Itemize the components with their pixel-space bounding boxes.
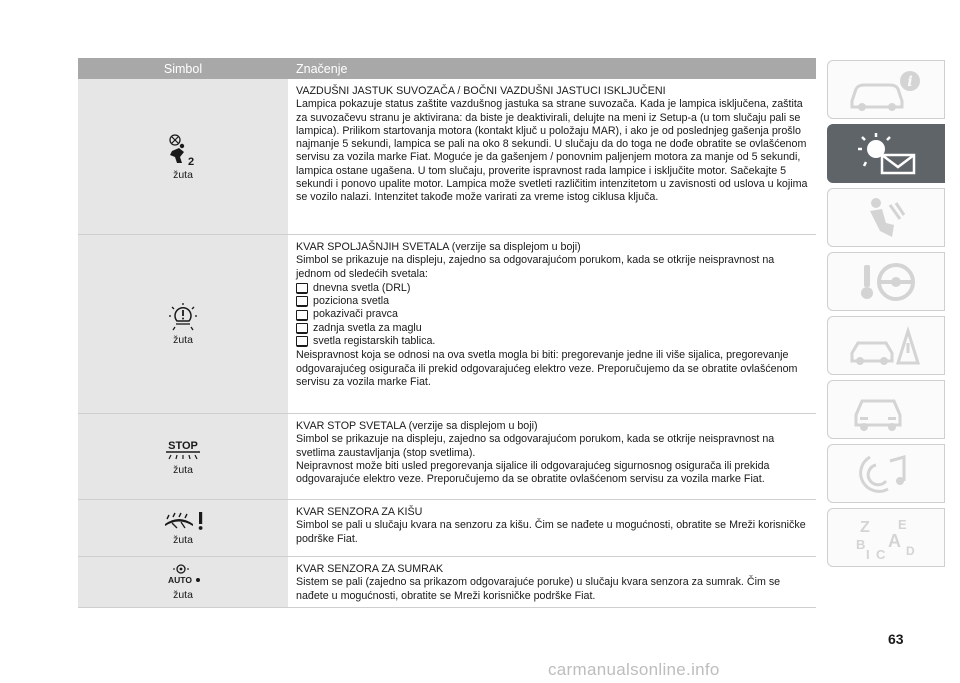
- index-letter: B: [856, 536, 866, 552]
- row-title: KVAR SENZORA ZA SUMRAK: [296, 563, 444, 575]
- symbol-cell: [78, 79, 288, 234]
- table-row: [78, 414, 816, 500]
- color-label: žuta: [173, 168, 193, 181]
- meaning-cell: [288, 79, 816, 234]
- car-info-icon: [846, 67, 926, 113]
- list-item: [296, 335, 812, 348]
- color-label: žuta: [173, 534, 193, 546]
- symbol-cell: [78, 414, 288, 499]
- tab-warning-lights[interactable]: [827, 124, 945, 183]
- seat-airbag-icon: [846, 195, 926, 241]
- index-letter: E: [898, 516, 907, 532]
- rain-sensor-failure-icon: [161, 510, 205, 532]
- color-label: žuta: [173, 334, 193, 346]
- tab-car-info[interactable]: [827, 60, 945, 119]
- stop-light-failure-icon: [163, 438, 203, 462]
- header-meaning: Značenje: [296, 61, 348, 76]
- warning-lights-messages-icon: [846, 131, 926, 177]
- page-number: 63: [888, 631, 904, 647]
- list-item: [296, 308, 812, 321]
- symbol-cell: [78, 500, 288, 556]
- bulb-icon: [296, 323, 308, 334]
- list-item: [296, 282, 812, 295]
- meaning-cell: [288, 414, 816, 499]
- tab-car-maintenance[interactable]: [827, 380, 945, 439]
- svg-text:i: i: [907, 73, 913, 90]
- watermark: carmanualsonline.info: [548, 660, 720, 679]
- row-title: KVAR SENZORA ZA KIŠU: [296, 506, 423, 518]
- car-maintenance-icon: [846, 387, 926, 433]
- list-item-label: pokazivači pravca: [313, 308, 398, 321]
- symbol-cell: [78, 557, 288, 607]
- chapter-tabs: [827, 60, 945, 572]
- bulb-icon: [296, 310, 308, 321]
- table-row: [78, 79, 816, 235]
- tab-alphabetical-index[interactable]: [827, 508, 945, 567]
- row-title: VAZDUŠNI JASTUK SUVOZAČA / BOČNI VAZDUŠNI JASTUCI ISKLJUČENI: [296, 85, 666, 97]
- roadside-emergency-icon: [846, 323, 926, 369]
- list-item-label: svetla registarskih tablica.: [313, 335, 436, 348]
- light-list: [296, 282, 812, 348]
- external-light-failure-icon: [168, 302, 198, 332]
- index-letter: A: [888, 530, 901, 551]
- row-title: KVAR STOP SVETALA (verzije sa displejom u boji): [296, 420, 538, 432]
- index-letter: I: [866, 546, 870, 561]
- meaning-cell: [288, 500, 816, 556]
- row-paragraph: Neipravnost može biti usled pregorevanja sijalice ili odgovarajućeg sigurnosnog osigurača ili prekida odgovarajuće elektro veze. Preporučujemo da se obratite ovlašćenom servisu za vozila marke Fiat.: [296, 459, 770, 486]
- table-row: [78, 557, 816, 608]
- tab-steering-key[interactable]: [827, 252, 945, 311]
- alphabetical-index-icon: [846, 515, 926, 561]
- index-letter: Z: [860, 518, 870, 536]
- bulb-icon: [296, 283, 308, 294]
- color-label: žuta: [173, 463, 193, 476]
- multimedia-icon: [846, 451, 926, 497]
- table-header: [78, 58, 816, 79]
- row-paragraph: Simbol se prikazuje na displeju, zajedno sa odgovarajućom porukom, kada se otkrije neispravnost na svetlima zaustavljanja (stop svetlima).: [296, 433, 775, 459]
- airbag-off-icon: [166, 133, 200, 167]
- list-item-label: poziciona svetla: [313, 295, 390, 308]
- bulb-icon: [296, 296, 308, 307]
- meaning-cell: [288, 557, 816, 607]
- index-letter: C: [876, 546, 886, 561]
- row-outro: Neispravnost koja se odnosi na ova svetla mogla bi biti: pregorevanje jedne ili više sijalica, pregorevanje odgovarajućeg osigurača ili prekid odgovarajućeg elektro veze. Preporučujemo da se obratite ovlašćenom servisu za vozila marke Fiat.: [296, 349, 798, 388]
- tab-seat-airbag[interactable]: [827, 188, 945, 247]
- row-paragraph: Sistem se pali (zajedno sa prikazom odgovarajuće poruke) u slučaju kvara senzora za sumrak. Čim se nađete u mogućnosti, obratite se Mreži korisničke podrške Fiat.: [296, 576, 781, 602]
- auto-icon-text: AUTO: [168, 575, 192, 585]
- list-item: [296, 295, 812, 308]
- warning-lights-table: [78, 58, 816, 608]
- header-symbol: Simbol: [163, 61, 203, 76]
- symbol-cell: [78, 235, 288, 413]
- stop-icon-text: STOP: [168, 439, 198, 452]
- tab-multimedia[interactable]: [827, 444, 945, 503]
- table-row: [78, 235, 816, 414]
- tab-roadside-emergency[interactable]: [827, 316, 945, 375]
- steering-key-icon: [846, 259, 926, 305]
- meaning-cell: [288, 235, 816, 413]
- row-intro: Simbol se prikazuje na displeju, zajedno sa odgovarajućom porukom, kada se otkrije neispravnost na jednom od sledećih svetala:: [296, 254, 775, 280]
- table-row: [78, 500, 816, 557]
- row-paragraph: Lampica pokazuje status zaštite vazdušnog jastuka sa strane suvozača. Kada je lampica isključena, zaštita za suvozačevu stranu je aktivirana: da biste je deaktivirali, delujte na meni iz Setup-a (u tom slučaju pali se lampica). Prilikom startovanja motora (kontakt ključ u položaju MAR), i ako je od poslednjeg gašenja prošlo najmanje 5 sekundi, lampica se pali na oko 8 sekundi. U slučaju da do toga ne dođe obratite se ovlašćenom servisu za vozila marke Fiat. Moguće je da gašenjem / ponovnim paljenjem motora za manje od 5 sekundi, lampica ostane ugašena. U tom slučaju, proverite ispravnost rada lampice i isključite motor. Sačekajte 5 sekundi i ponovo upalite motor. Lampica može svetleti različitim intenzitetom u zavisnosti od uslova u kojima se vozilo nalazi. Intenzitet takođe može varirati za vreme istog ciklusa ključa.: [296, 98, 808, 204]
- row-title: KVAR SPOLJAŠNJIH SVETALA (verzije sa displejom u boji): [296, 241, 581, 253]
- color-label: žuta: [173, 589, 193, 601]
- list-item-label: dnevna svetla (DRL): [313, 281, 411, 294]
- list-item-label: zadnja svetla za maglu: [313, 321, 422, 334]
- bulb-icon: [296, 336, 308, 347]
- index-letter: D: [906, 543, 915, 558]
- twilight-sensor-failure-icon: [163, 563, 203, 587]
- row-paragraph: Simbol se pali u slučaju kvara na senzoru za kišu. Čim se nađete u mogućnosti, obratite se Mreži korisničke podrške Fiat.: [296, 519, 806, 545]
- list-item: [296, 322, 812, 335]
- svg-text:2: 2: [188, 155, 195, 167]
